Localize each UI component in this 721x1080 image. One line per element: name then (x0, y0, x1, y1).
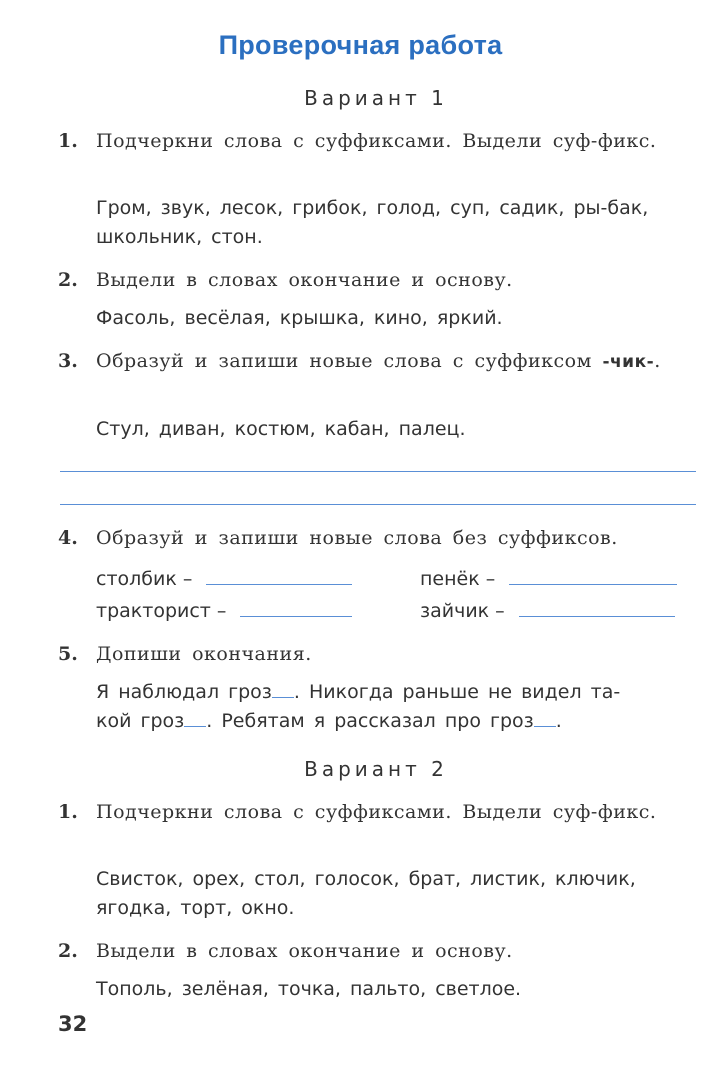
page-number: 32 (58, 1012, 88, 1036)
period: . (654, 350, 661, 372)
task-number: 3. (58, 350, 78, 372)
task-number: 2. (58, 269, 78, 291)
answer-blank[interactable] (509, 566, 677, 585)
word-label: тракторист – (96, 600, 227, 622)
ending-blank[interactable] (272, 681, 294, 698)
v1-task-2-words: Фасоль, весёлая, крышка, кино, яркий. (96, 307, 503, 329)
task-instruction (96, 347, 698, 377)
v1-task-3 (58, 347, 698, 377)
word-label: пенёк – (420, 568, 496, 590)
word-label: столбик – (96, 568, 193, 590)
task-instruction: Образуй и запиши новые слова без суффиксов. (96, 527, 618, 549)
task-instruction: Подчеркни слова с суффиксами. Выдели суф-фикс. (96, 801, 657, 823)
word-label: зайчик – (420, 600, 505, 622)
v1-task-4-item-1 (96, 566, 352, 590)
answer-blank[interactable] (240, 598, 352, 617)
variant-2-heading: Вариант 2 (304, 757, 448, 781)
suffix-label: -чик- (602, 352, 655, 372)
v1-task-1 (58, 127, 698, 156)
ending-blank[interactable] (184, 710, 206, 727)
v2-task-2-words: Тополь, зелёная, точка, пальто, светлое. (96, 978, 522, 1000)
v1-task-5 (58, 640, 698, 669)
page-title: Проверочная работа (218, 30, 503, 60)
sentence-part: . (555, 710, 562, 732)
v1-task-1-words: Гром, звук, лесок, грибок, голод, суп, садик, ры-бак, школьник, стон. (96, 197, 649, 248)
sentence-part: . Ребятам я рассказал про гроз (206, 710, 534, 732)
answer-blank[interactable] (519, 598, 675, 617)
task-number: 5. (58, 643, 78, 665)
task-number: 2. (58, 940, 78, 962)
v1-task-4-item-2 (420, 566, 677, 590)
v2-task-1 (58, 798, 698, 827)
answer-line-1[interactable] (60, 471, 696, 472)
task-number: 1. (58, 130, 78, 152)
task-instruction: Выдели в словах окончание и основу. (96, 940, 513, 962)
v1-task-5-line-2 (96, 707, 696, 736)
v1-task-2 (58, 266, 698, 295)
task-number: 1. (58, 801, 78, 823)
sentence-part: кой гроз (96, 710, 185, 732)
v1-task-5-line-1 (96, 678, 696, 707)
sentence-part: Я наблюдал гроз (96, 681, 272, 703)
v1-task-4-item-3 (96, 598, 352, 622)
task-instruction-text: Образуй и запиши новые слова с суффиксом (96, 350, 592, 372)
v2-task-1-words: Свисток, орех, стол, голосок, брат, листик, ключик, ягодка, торт, окно. (96, 868, 636, 919)
v1-task-4-item-4 (420, 598, 675, 622)
task-instruction: Допиши окончания. (96, 643, 312, 665)
task-instruction: Выдели в словах окончание и основу. (96, 269, 513, 291)
answer-line-2[interactable] (60, 504, 696, 505)
task-number: 4. (58, 527, 78, 549)
answer-blank[interactable] (206, 566, 352, 585)
variant-1-heading: Вариант 1 (304, 86, 448, 110)
v1-task-4 (58, 524, 698, 553)
sentence-part: . Никогда раньше не видел та- (293, 681, 621, 703)
v1-task-3-words: Стул, диван, костюм, кабан, палец. (96, 418, 466, 440)
v2-task-2 (58, 937, 698, 966)
ending-blank[interactable] (534, 710, 556, 727)
task-instruction: Подчеркни слова с суффиксами. Выдели суф-фикс. (96, 130, 657, 152)
